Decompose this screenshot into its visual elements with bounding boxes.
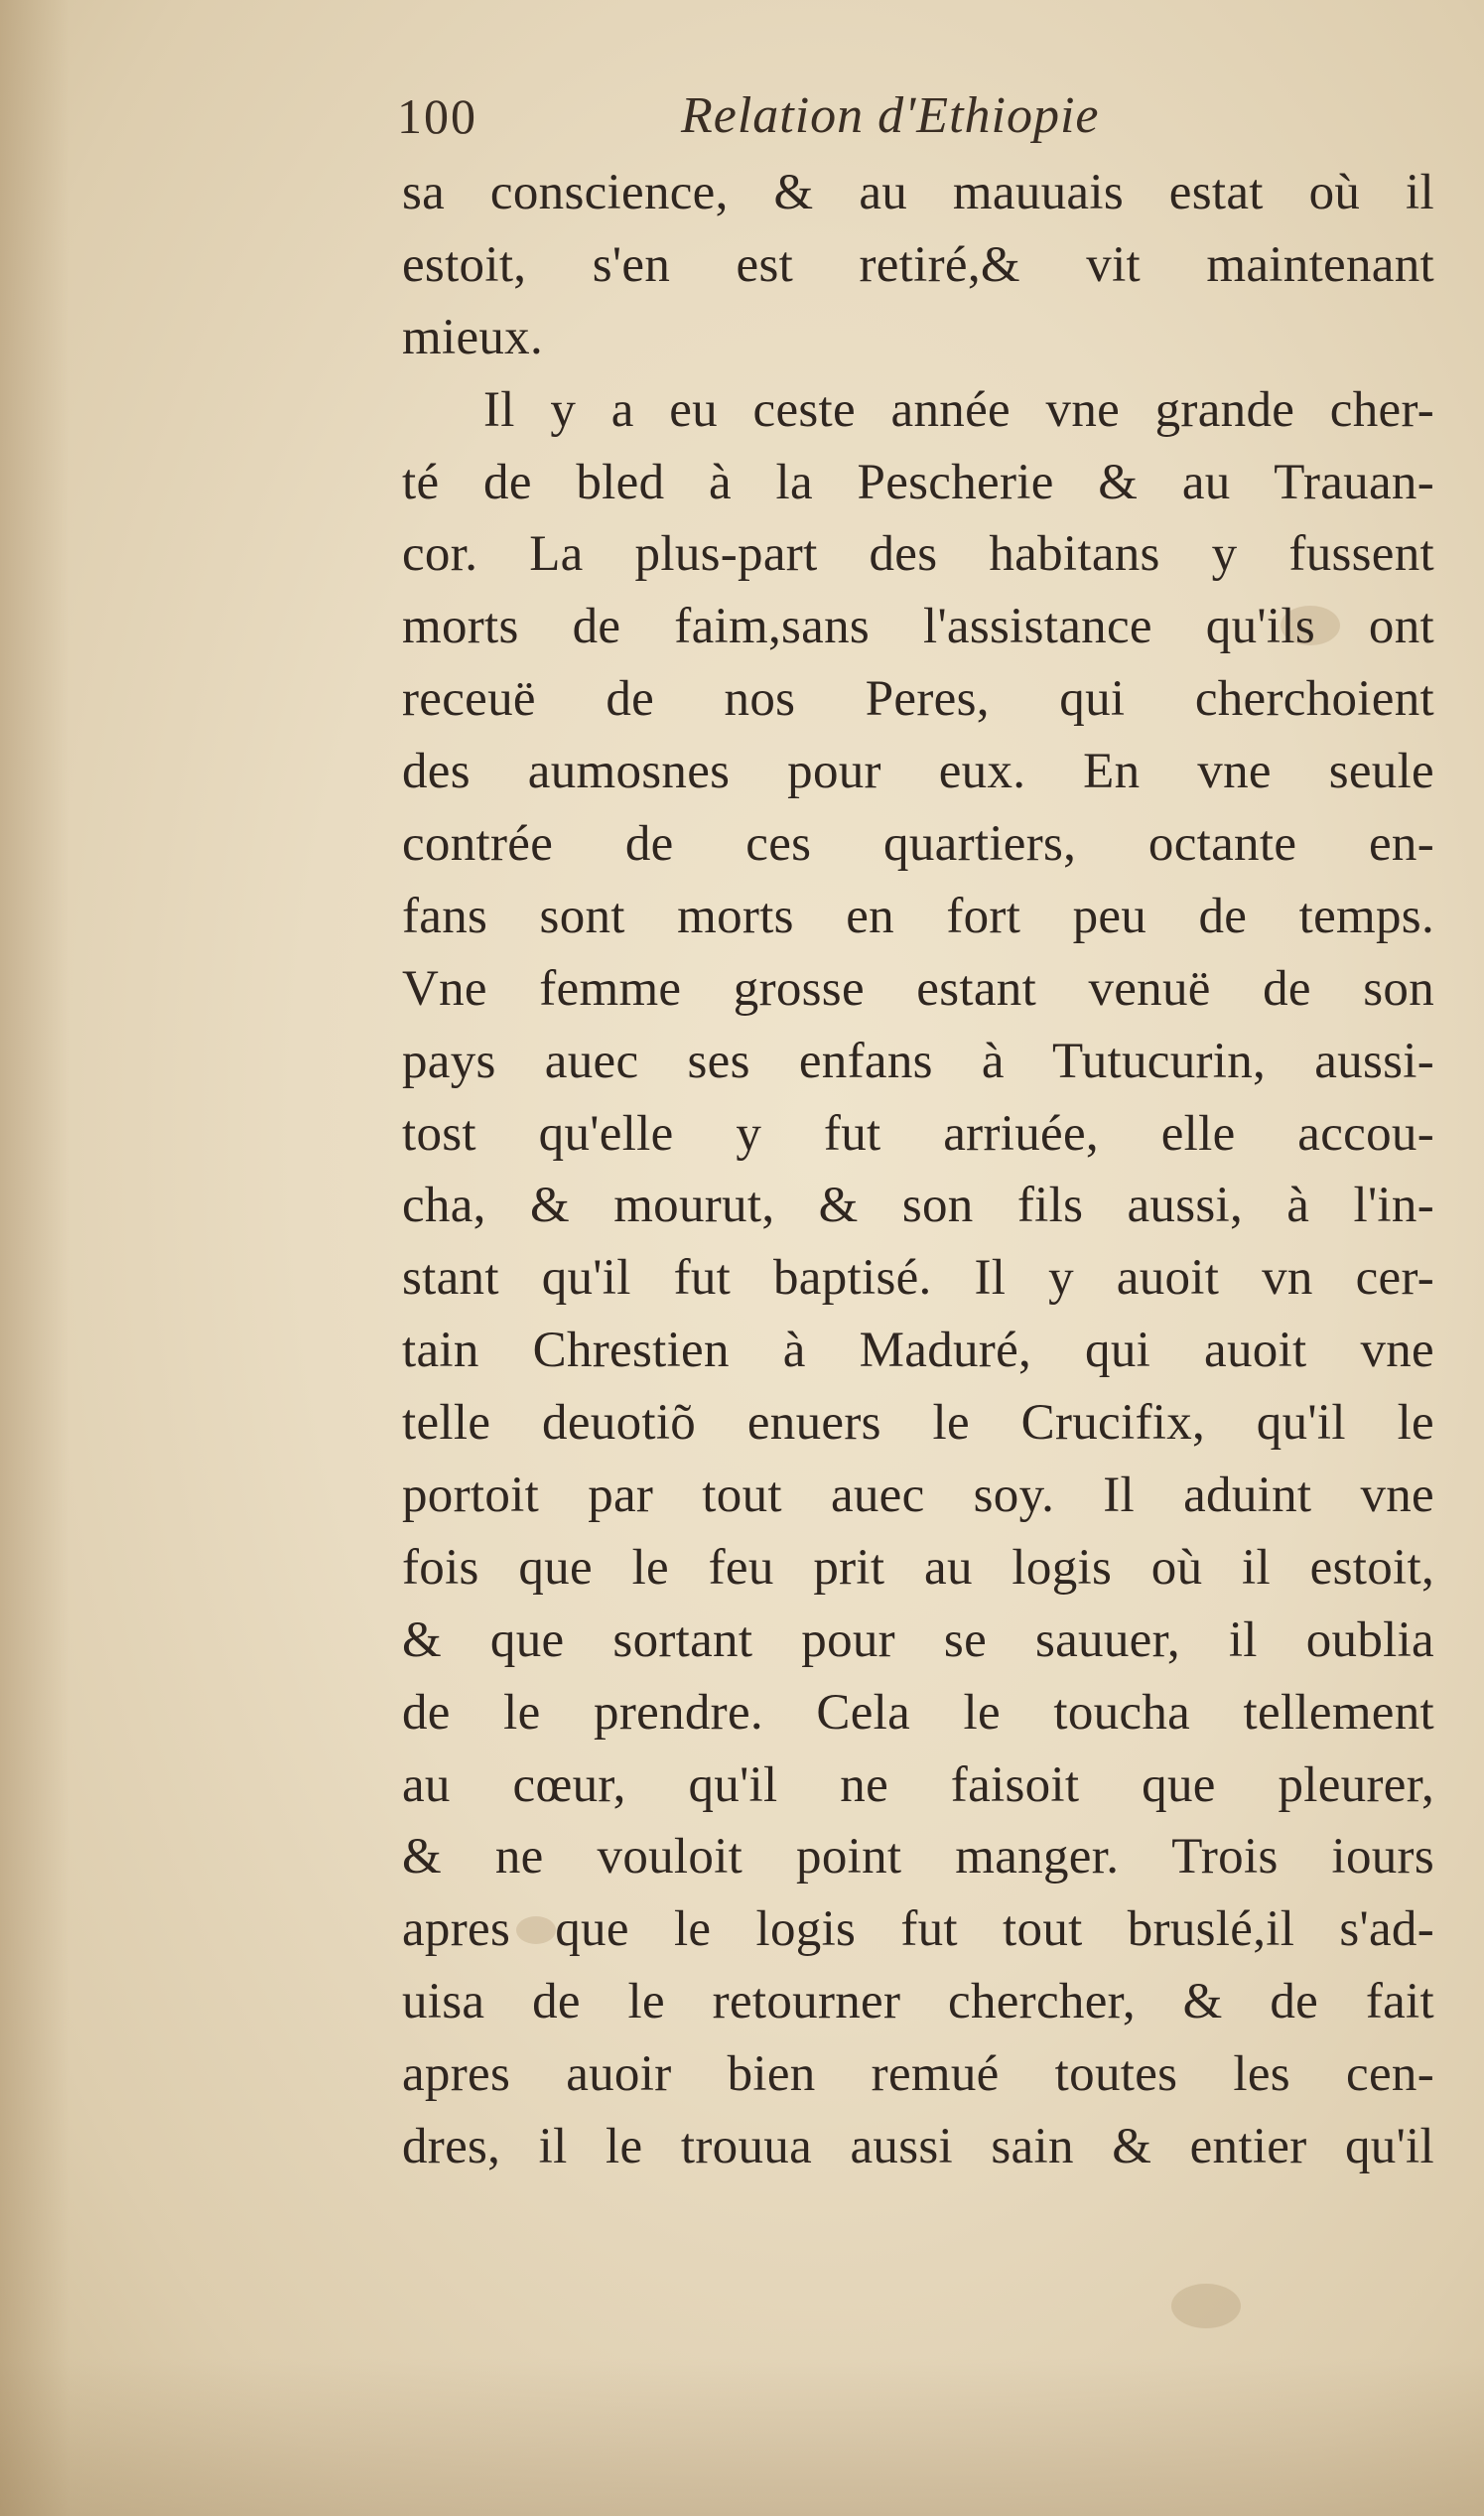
text-line: pays auec ses enfans à Tutucurin, aussi-	[402, 1033, 1434, 1089]
text-line: des aumosnes pour eux. En vne seule	[402, 744, 1434, 800]
text-line: fois que le feu prit au logis où il estoit,	[402, 1539, 1434, 1596]
text-line: Vne femme grosse estant venuë de son	[402, 960, 1434, 1017]
text-line: apres auoir bien remué toutes les cen-	[402, 2046, 1434, 2103]
paper-stain	[1171, 2284, 1241, 2328]
text-line: mieux.	[402, 309, 544, 365]
text-line: telle deuotiõ enuers le Crucifix, qu'il le	[402, 1395, 1434, 1452]
text-line: & ne vouloit point manger. Trois iours	[402, 1829, 1434, 1886]
body-text	[402, 157, 1434, 2183]
text-line: morts de faim,sans l'assistance qu'ils ont	[402, 599, 1434, 655]
text-line: au cœur, qu'il ne faisoit que pleurer,	[402, 1756, 1434, 1813]
text-line: portoit par tout auec soy. Il aduint vne	[402, 1468, 1434, 1524]
text-line: contrée de ces quartiers, octante en-	[402, 816, 1434, 873]
text-line: stant qu'il fut baptisé. Il y auoit vn cer-	[402, 1250, 1434, 1307]
page-header	[397, 81, 1439, 151]
page-bottom-shadow	[0, 2357, 1484, 2516]
text-line: fans sont morts en fort peu de temps.	[402, 888, 1434, 944]
text-line: uisa de le retourner chercher, & de fait	[402, 1974, 1434, 2030]
paragraph-start-line: Il y a eu ceste année vne grande cher-	[483, 381, 1434, 438]
text-line: tain Chrestien à Maduré, qui auoit vne	[402, 1323, 1434, 1379]
text-line: & que sortant pour se sauuer, il oublia	[402, 1611, 1434, 1668]
text-line: sa conscience, & au mauuais estat où il	[402, 165, 1434, 220]
text-line: tost qu'elle y fut arriuée, elle accou-	[402, 1105, 1434, 1162]
text-line: té de bled à la Pescherie & au Trauan-	[402, 454, 1434, 510]
running-head: Relation d'Ethiopie	[681, 87, 1100, 144]
text-line: cha, & mourut, & son fils aussi, à l'in-	[402, 1178, 1434, 1234]
text-line: de le prendre. Cela le toucha tellement	[402, 1684, 1434, 1741]
page-number: 100	[397, 88, 477, 144]
page-edge-shadow	[0, 0, 69, 2516]
text-line: receuë de nos Peres, qui cherchoient	[402, 671, 1434, 728]
text-line: cor. La plus-part des habitans y fussent	[402, 526, 1434, 583]
text-line: dres, il le trouua aussi sain & entier qu'il	[402, 2119, 1434, 2175]
text-line: estoit, s'en est retiré,& vit maintenant	[402, 236, 1434, 293]
text-line: apres que le logis fut tout bruslé,il s'ad-	[402, 1901, 1434, 1958]
